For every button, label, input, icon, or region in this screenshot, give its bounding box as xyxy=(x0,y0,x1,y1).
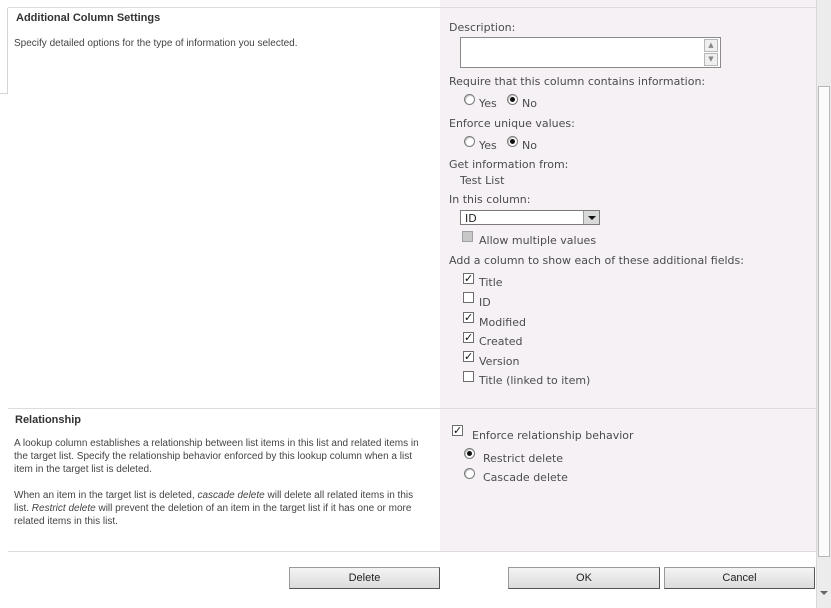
description-label: Description: xyxy=(449,21,516,34)
delete-button[interactable]: Delete xyxy=(289,567,440,589)
top-divider xyxy=(8,7,816,8)
relationship-paragraph-1: A lookup column establishes a relationship between list items in this list and related items in the target list. Specify the relationship behavior enforced by this lookup column when a list item in the target list is deleted. xyxy=(14,438,419,475)
ok-button[interactable]: OK xyxy=(508,567,660,589)
allow-multiple-label: Allow multiple values xyxy=(479,234,597,247)
field-checkbox-title-linked[interactable] xyxy=(463,371,474,382)
restrict-delete-radio[interactable] xyxy=(464,448,475,459)
field-checkbox-created[interactable]: ✓ xyxy=(464,331,474,344)
get-info-value: Test List xyxy=(460,174,505,187)
bottom-divider xyxy=(8,551,816,552)
p2-text-c: will prevent the deletion of an item in the target list if it has one or more related items in this list. xyxy=(14,503,412,527)
field-label-created: Created xyxy=(479,335,523,348)
unique-yes-radio[interactable] xyxy=(464,136,475,147)
cancel-button[interactable]: Cancel xyxy=(664,567,815,589)
unique-no-radio[interactable] xyxy=(507,136,518,147)
p2-text-a: When an item in the target list is deleted, xyxy=(14,490,198,501)
field-label-title-linked: Title (linked to item) xyxy=(479,374,591,387)
field-label-modified: Modified xyxy=(479,316,526,329)
field-label-version: Version xyxy=(479,355,520,368)
field-checkbox-title[interactable]: ✓ xyxy=(464,272,474,285)
get-info-label: Get information from: xyxy=(449,158,569,171)
additional-settings-title: Additional Column Settings xyxy=(16,12,161,24)
scroll-down-icon[interactable]: ▼ xyxy=(704,53,718,66)
in-column-label: In this column: xyxy=(449,193,531,206)
add-column-label: Add a column to show each of these additional fields: xyxy=(449,254,744,267)
p2-restrict-term: Restrict delete xyxy=(31,503,96,514)
require-label: Require that this column contains information: xyxy=(449,75,706,88)
p2-cascade-term: cascade delete xyxy=(197,490,265,501)
scroll-down-arrow-icon[interactable] xyxy=(817,586,831,600)
unique-no-label: No xyxy=(522,139,537,152)
unique-yes-label: Yes xyxy=(479,139,497,152)
additional-settings-description: Specify detailed options for the type of information you selected. xyxy=(14,38,298,49)
description-textarea[interactable] xyxy=(460,37,721,68)
require-no-radio[interactable] xyxy=(507,94,518,105)
scrollbar-thumb[interactable] xyxy=(818,86,830,557)
field-label-id: ID xyxy=(479,296,491,309)
p2-text-b: will delete all related items in this list. xyxy=(14,490,414,514)
cascade-delete-label: Cascade delete xyxy=(483,471,568,484)
section-divider xyxy=(8,408,816,409)
field-checkbox-modified[interactable]: ✓ xyxy=(464,311,474,324)
cascade-delete-radio[interactable] xyxy=(464,468,475,479)
relationship-paragraph-2 xyxy=(14,489,422,528)
allow-multiple-checkbox[interactable] xyxy=(462,231,473,242)
unique-label: Enforce unique values: xyxy=(449,117,575,130)
field-checkbox-id[interactable] xyxy=(463,292,474,303)
require-no-label: No xyxy=(522,97,537,110)
require-yes-radio[interactable] xyxy=(464,94,475,105)
column-select-value: ID xyxy=(465,212,477,225)
require-yes-label: Yes xyxy=(479,97,497,110)
relationship-title: Relationship xyxy=(15,414,82,426)
chevron-down-icon[interactable] xyxy=(583,211,599,224)
field-label-title: Title xyxy=(479,276,503,289)
left-frame-edge xyxy=(0,8,8,94)
enforce-relationship-checkbox[interactable]: ✓ xyxy=(453,424,463,437)
column-select[interactable] xyxy=(460,210,600,225)
restrict-delete-label: Restrict delete xyxy=(483,452,564,465)
field-checkbox-version[interactable]: ✓ xyxy=(464,350,474,363)
scroll-up-icon[interactable]: ▲ xyxy=(704,39,718,52)
enforce-relationship-label: Enforce relationship behavior xyxy=(472,429,634,442)
